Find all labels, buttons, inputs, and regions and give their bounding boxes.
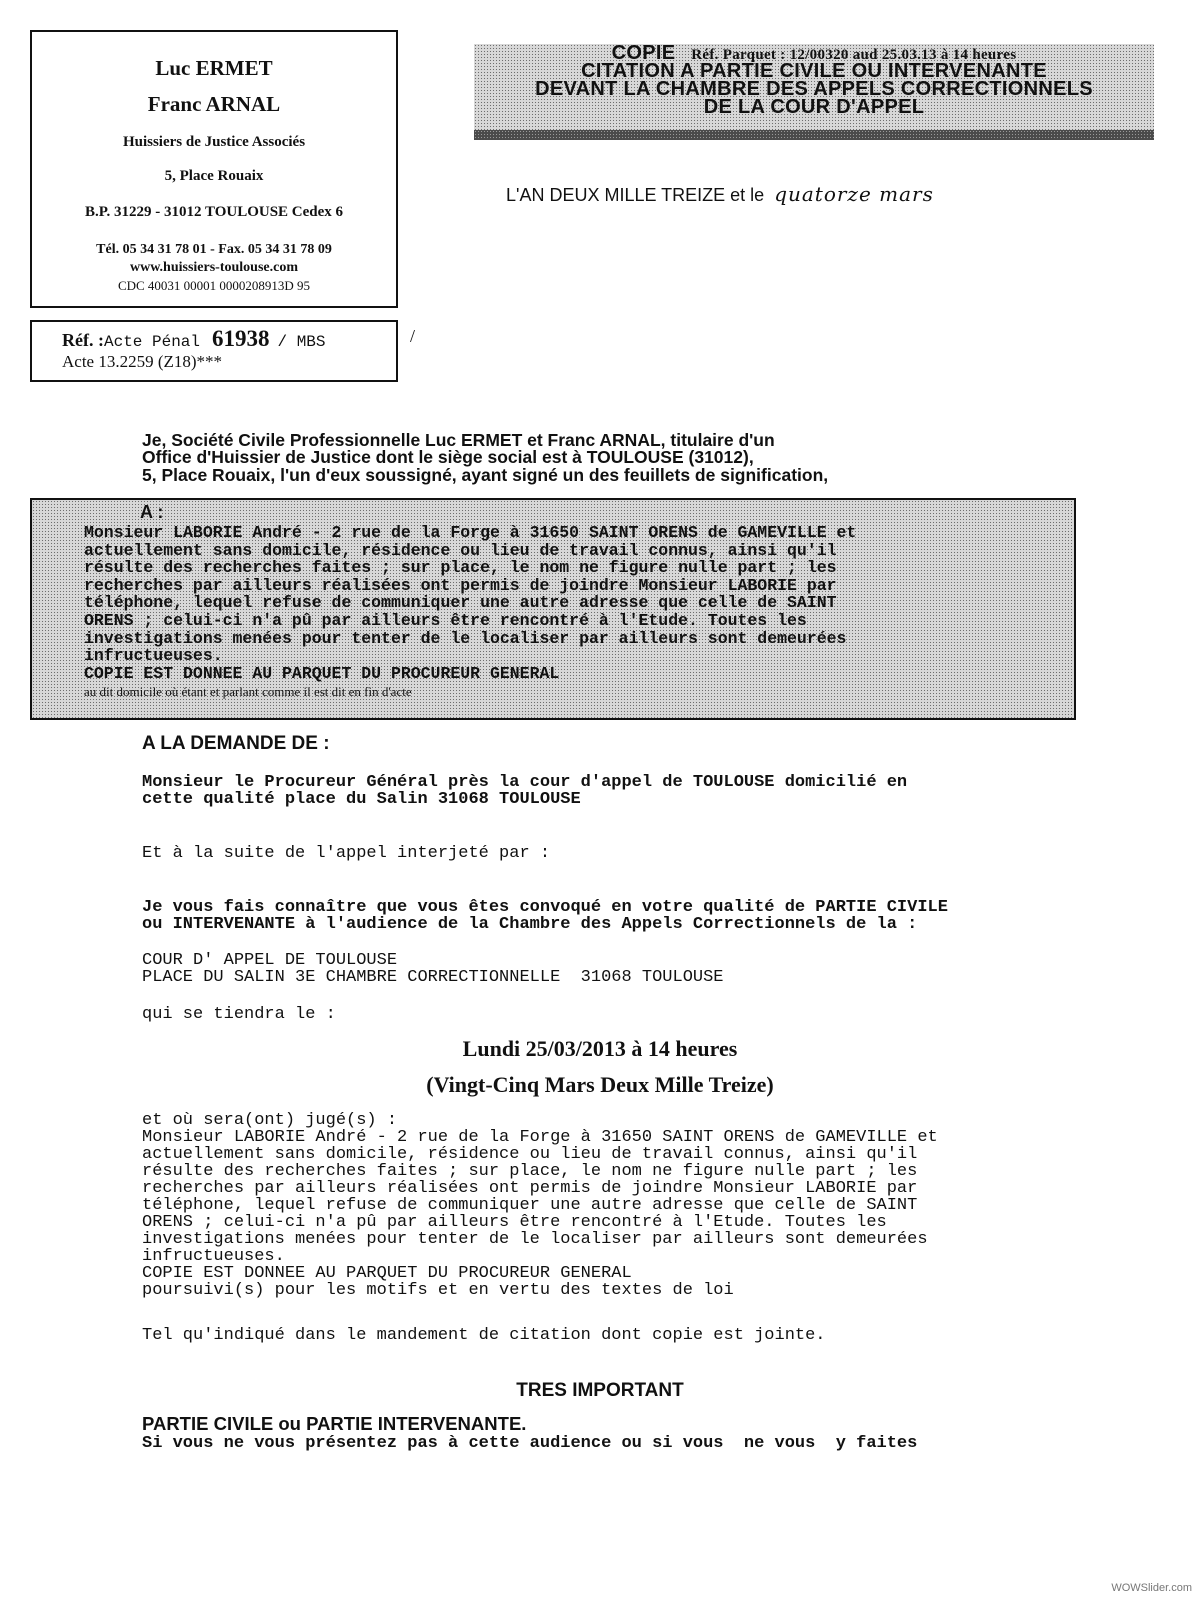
addressee-line: recherches par ailleurs réalisées ont permis de joindre Monsieur LABORIE par — [84, 575, 837, 595]
reference-label: Réf. : — [62, 330, 104, 350]
court-line-2: PLACE DU SALIN 3E CHAMBRE CORRECTIONNELLE 31068 TOULOUSE — [142, 968, 724, 987]
intro-line-3: 5, Place Rouaix, l'un d'eux soussigné, ayant signé un des feuillets de signification, — [142, 465, 829, 485]
judged-line: investigations menées pour tenter de le localiser par ailleurs sont demeurées — [142, 1230, 928, 1249]
header-title-line-1: CITATION A PARTIE CIVILE OU INTERVENANTE — [581, 60, 1047, 82]
addressee-line: COPIE EST DONNEE AU PARQUET DU PROCUREUR GENERAL — [84, 663, 560, 683]
judged-intro: et où sera(ont) jugé(s) : — [142, 1111, 398, 1130]
header-title-line-3: DE LA COUR D'APPEL — [703, 96, 925, 118]
addressee-footnote: au dit domicile où étant et parlant comme il est dit en fin d'acte — [84, 684, 412, 699]
judged-line: téléphone, lequel refuse de communiquer une autre adresse que celle de SAINT — [142, 1196, 918, 1215]
bailiff-street: 5, Place Rouaix — [164, 168, 264, 184]
judged-line: Monsieur LABORIE André - 2 rue de la Forge à 31650 SAINT ORENS de GAMEVILLE et — [142, 1128, 938, 1147]
date-line-handwritten: quatorze mars — [774, 182, 934, 206]
court-line-1: COUR D' APPEL DE TOULOUSE — [142, 951, 398, 970]
date-line — [506, 182, 934, 206]
addressee-line: actuellement sans domicile, résidence ou lieu de travail connus, ainsi qu'il — [84, 540, 837, 560]
convocation-line-2: ou INTERVENANTE à l'audience de la Chambre des Appels Correctionnels de la : — [142, 915, 918, 934]
reference-slash: / — [410, 326, 416, 346]
bailiff-cdc: CDC 40031 00001 0000208913D 95 — [117, 278, 311, 293]
judged-line: recherches par ailleurs réalisées ont permis de joindre Monsieur LABORIE par — [142, 1179, 918, 1198]
addressee-line: résulte des recherches faites ; sur place, le nom ne figure nulle part ; les — [84, 558, 837, 578]
reference-number: 61938 — [212, 326, 270, 351]
watermark-text: WOWSlider.com — [1111, 1582, 1192, 1594]
reference-type: Acte Pénal — [103, 333, 200, 351]
reference-line — [62, 326, 326, 352]
header-title-line-2: DEVANT LA CHAMBRE DES APPELS CORRECTIONNELS — [535, 78, 1093, 100]
mandate-line: Tel qu'indiqué dans le mandement de citation dont copie est jointe. — [142, 1326, 826, 1345]
bailiff-name-2: Franc ARNAL — [147, 92, 281, 116]
request-line-1: Monsieur le Procureur Général près la cour d'appel de TOULOUSE domicilié en — [142, 773, 908, 792]
judged-line: COPIE EST DONNEE AU PARQUET DU PROCUREUR GENERAL — [142, 1264, 632, 1283]
judged-line: ORENS ; celui-ci n'a pû par ailleurs être rencontré à l'Etude. Toutes les — [142, 1213, 887, 1232]
document-header-banner — [474, 44, 1154, 132]
request-line-2: cette qualité place du Salin 31068 TOULOUSE — [142, 790, 581, 809]
reference-acte: Acte 13.2259 (Z18)*** — [62, 352, 223, 371]
important-subheading: PARTIE CIVILE ou PARTIE INTERVENANTE. — [142, 1413, 527, 1434]
important-heading: TRES IMPORTANT — [516, 1380, 684, 1401]
judged-line: infructueuses. — [142, 1247, 285, 1266]
header-underline-bar — [474, 130, 1154, 140]
bailiff-phone-fax: Tél. 05 34 31 78 01 - Fax. 05 34 31 78 09 — [96, 242, 332, 257]
addressee-line: investigations menées pour tenter de le localiser par ailleurs sont demeurées — [84, 628, 847, 648]
hearing-date-words: (Vingt-Cinq Mars Deux Mille Treize) — [426, 1072, 774, 1097]
parquet-reference: Réf. Parquet : 12/00320 aud 25.03.13 à 14 heures — [691, 47, 1017, 63]
addressee-line: Monsieur LABORIE André - 2 rue de la Forge à 31650 SAINT ORENS de GAMEVILLE et — [84, 523, 857, 542]
addressee-line: ORENS ; celui-ci n'a pû par ailleurs être rencontré à l'Etude. Toutes les — [84, 611, 807, 630]
addressee-line: infructueuses. — [84, 646, 223, 666]
appeal-line: Et à la suite de l'appel interjeté par : — [142, 844, 551, 863]
intro-line-2: Office d'Huissier de Justice dont le siège social est à TOULOUSE (31012), — [142, 447, 754, 467]
bailiff-website: www.huissiers-toulouse.com — [129, 260, 298, 275]
bailiff-name-1: Luc ERMET — [155, 56, 273, 80]
judged-line: poursuivi(s) pour les motifs et en vertu des textes de loi — [142, 1281, 734, 1300]
request-heading: A LA DEMANDE DE : — [142, 733, 330, 754]
judged-line: actuellement sans domicile, résidence ou lieu de travail connus, ainsi qu'il — [142, 1145, 918, 1164]
hearing-intro: qui se tiendra le : — [142, 1005, 336, 1024]
important-line: Si vous ne vous présentez pas à cette audience ou si vous ne vous y faites — [142, 1434, 918, 1453]
hearing-date: Lundi 25/03/2013 à 14 heures — [462, 1036, 738, 1061]
reference-suffix: / MBS — [277, 333, 326, 351]
date-line-printed: L'AN DEUX MILLE TREIZE et le — [506, 185, 765, 205]
judged-line: résulte des recherches faites ; sur place, le nom ne figure nulle part ; les — [142, 1162, 918, 1181]
bailiff-postal: B.P. 31229 - 31012 TOULOUSE Cedex 6 — [84, 204, 344, 220]
intro-line-1: Je, Société Civile Professionnelle Luc ERMET et Franc ARNAL, titulaire d'un — [142, 430, 775, 450]
bailiff-title: Huissiers de Justice Associés — [122, 134, 306, 150]
addressee-line: téléphone, lequel refuse de communiquer une autre adresse que celle de SAINT — [84, 593, 837, 613]
addressee-label: A : — [140, 502, 164, 522]
convocation-line-1: Je vous fais connaître que vous êtes convoqué en votre qualité de PARTIE CIVILE — [142, 898, 948, 917]
addressee-box — [30, 498, 1076, 720]
reference-box — [30, 320, 398, 382]
copie-label: COPIE — [611, 42, 676, 64]
letterhead-box — [30, 30, 398, 308]
